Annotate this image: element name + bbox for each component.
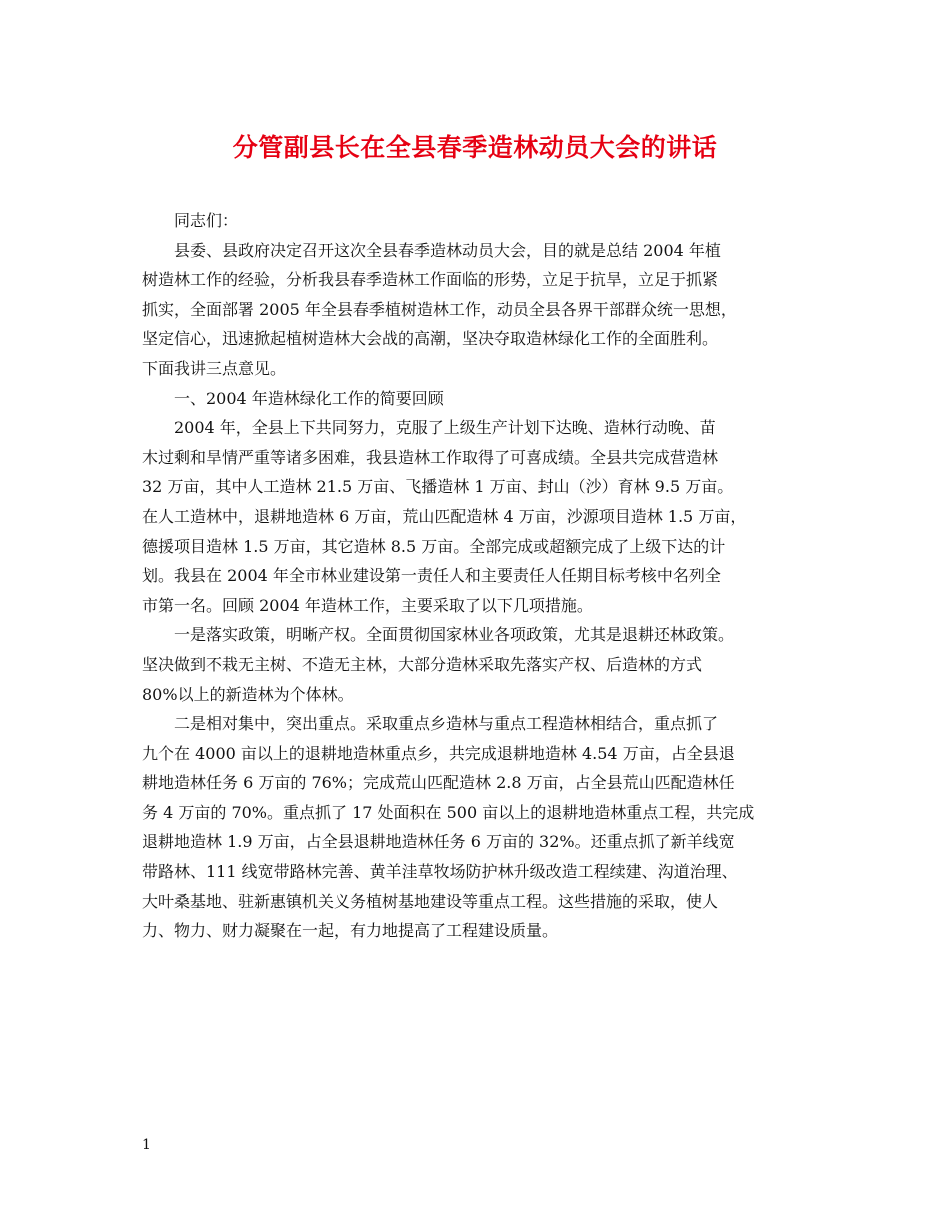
paragraph-intro: 县委、县政府决定召开这次全县春季造林动员大会，目的就是总结 2004 年植 树造林工作的经验，分析我县春季造林工作面临的形势，立足于抗旱，立足于抓紧 抓实，全面部署 2005 年全县春季植树造林工作，动员全县各界干部群众统一思想， 坚定信心，迅速掀起植树造林大会战的高潮，坚决夺取造林绿化工作的全面胜利。 下面我讲三点意见。	[142, 240, 737, 378]
paragraph-review: 2004 年，全县上下共同努力，克服了上级生产计划下达晚、造林行动晚、苗 木过剩和旱情严重等诸多困难，我县造林工作取得了可喜成绩。全县共完成营造林 32 万亩，其中人工造林 21.5 万亩、飞播造林 1 万亩、封山（沙）育林 9.5 万亩。 在人工造林中，退耕地造林 6 万亩，荒山匹配造林 4 万亩，沙源项目造林 1.5 万亩， 德援项目造林 1.5 万亩，其它造林 8.5 万亩。全部完成或超额完成了上级下达的计 划。我县在 2004 年全市林业建设第一责任人和主要责任人任期目标考核中名列全 市第一名。回顾 2004 年造林工作，主要采取了以下几项措施。	[142, 418, 747, 615]
section-heading-1: 一、2004 年造林绿化工作的简要回顾	[174, 388, 444, 408]
document-body	[142, 206, 812, 946]
salutation: 同志们：	[174, 211, 239, 230]
paragraph-measure-1: 一是落实政策，明晰产权。全面贯彻国家林业各项政策，尤其是退耕还林政策。 坚决做到不栽无主树、不造无主林，大部分造林采取先落实产权、后造林的方式 80%以上的新造林为个体林。	[142, 625, 735, 704]
paragraph-measure-2: 二是相对集中，突出重点。采取重点乡造林与重点工程造林相结合，重点抓了 九个在 4000 亩以上的退耕地造林重点乡，共完成退耕地造林 4.54 万亩，占全县退 耕地造林任务 6 万亩的 76%；完成荒山匹配造林 2.8 万亩，占全县荒山匹配造林任 务 4 万亩的 70%。重点抓了 17 处面积在 500 亩以上的退耕地造林重点工程，共完成 退耕地造林 1.9 万亩，占全县退耕地造林任务 6 万亩的 32%。还重点抓了新羊线宽 带路林、111 线宽带路林完善、黄羊洼草牧场防护林升级改造工程续建、沟道治理、 大叶桑基地、驻新惠镇机关义务植树基地建设等重点工程。这些措施的采取，使人 力、物力、财力凝聚在一起，有力地提高了工程建设质量。	[142, 714, 755, 941]
page-number: 1	[142, 1137, 151, 1153]
page-title: 分管副县长在全县春季造林动员大会的讲话	[232, 133, 718, 162]
